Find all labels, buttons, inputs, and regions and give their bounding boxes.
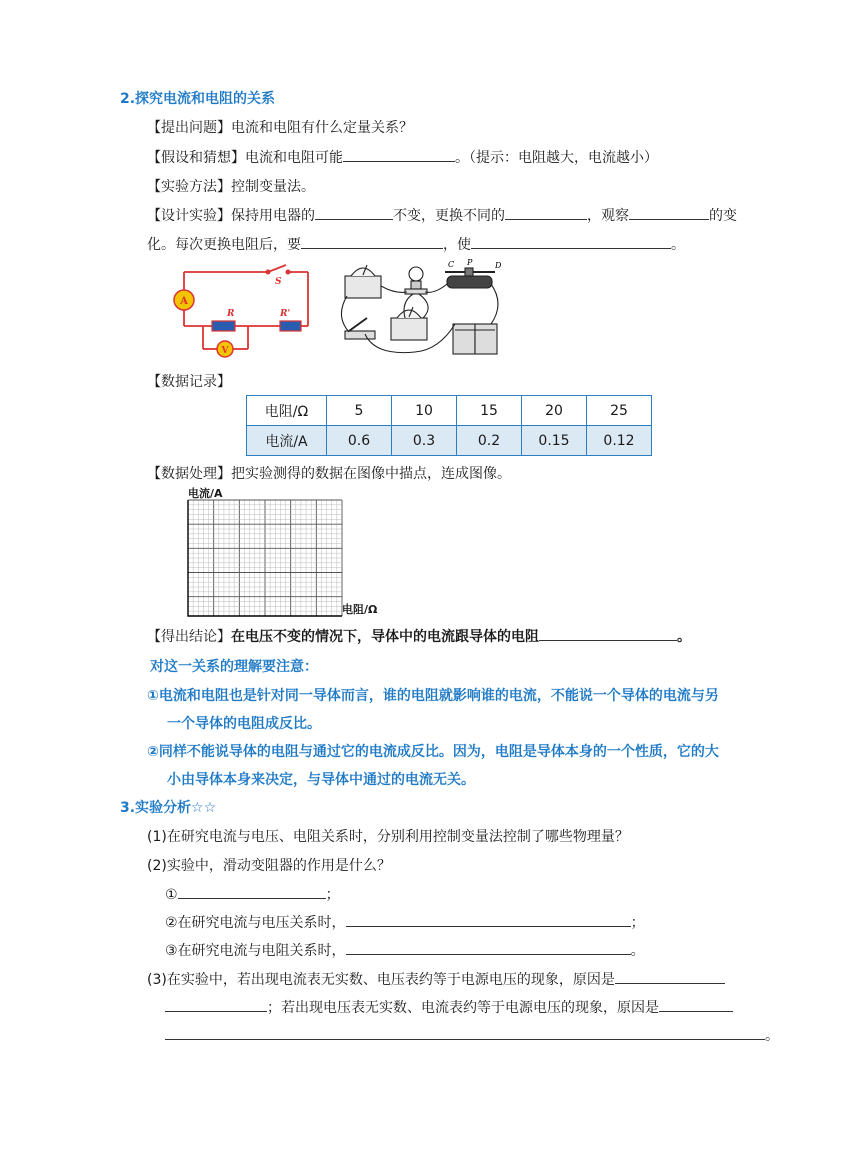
tag-hypothesis: 【假设和猜想】 — [147, 150, 245, 166]
answer-1-label: ① — [165, 887, 178, 903]
blank-q3-1[interactable] — [615, 969, 725, 984]
svg-text:R: R — [227, 309, 235, 319]
analysis-q3-end: 。 — [765, 1028, 779, 1044]
analysis-q3-line3 — [165, 1025, 779, 1045]
blank-design-1[interactable] — [315, 205, 393, 220]
table-cell: 0.2 — [457, 426, 522, 456]
section3-heading: 3.实验分析☆☆ — [120, 800, 217, 816]
method-line — [147, 176, 315, 196]
hypothesis-text: 电流和电阻可能 — [245, 150, 343, 166]
table-cell: 10 — [392, 396, 457, 426]
answer-2 — [165, 912, 645, 932]
tag-design: 【设计实验】 — [147, 208, 231, 224]
design-line-1 — [147, 205, 737, 225]
method-text: 控制变量法。 — [231, 179, 315, 195]
note-2a: ②同样不能说导体的电阻与通过它的电流成反比。因为，电阻是导体本身的一个性质，它的大 — [147, 744, 719, 760]
processing-line — [147, 463, 511, 483]
tag-record: 【数据记录】 — [147, 374, 231, 390]
resistor-icon — [212, 321, 235, 331]
table-cell: 15 — [457, 396, 522, 426]
analysis-q3-line2 — [165, 997, 733, 1017]
design-text-2: 不变，更换不同的 — [393, 208, 505, 224]
design-line-2 — [147, 234, 685, 254]
analysis-q1: (1)在研究电流与电压、电阻关系时，分别利用控制变量法控制了哪些物理量？ — [147, 829, 629, 845]
apparatus-illustration — [335, 256, 510, 361]
hypothesis-hint: 。（提示：电阻越大，电流越小） — [455, 150, 658, 166]
question-text: 电流和电阻有什么定量关系？ — [231, 120, 413, 136]
table-cell: 0.6 — [327, 426, 392, 456]
processing-text: 把实验测得的数据在图像中描点，连成图像。 — [231, 466, 511, 482]
table-cell: 0.3 — [392, 426, 457, 456]
svg-text:R': R' — [280, 309, 291, 319]
design-text-6: ，使 — [443, 237, 471, 253]
graph-ylabel: 电流/A — [188, 487, 223, 500]
blank-design-2[interactable] — [505, 205, 587, 220]
table-row — [247, 426, 652, 456]
svg-text:A: A — [180, 296, 188, 307]
table-cell: 5 — [327, 396, 392, 426]
svg-text:C: C — [448, 260, 455, 269]
table-cell: 25 — [587, 396, 652, 426]
conclusion-text: 在电压不变的情况下，导体中的电流跟导体的电阻 — [231, 629, 539, 645]
note-1b: 一个导体的电阻成反比。 — [167, 716, 321, 732]
answer-3-end: 。 — [630, 943, 645, 959]
svg-text:D: D — [495, 261, 502, 270]
blank-q3-4[interactable] — [165, 1025, 765, 1040]
analysis-q2: (2)实验中，滑动变阻器的作用是什么？ — [147, 858, 391, 874]
blank-design-4[interactable] — [301, 234, 443, 249]
table-cell: 0.12 — [587, 426, 652, 456]
blank-design-3[interactable] — [629, 205, 709, 220]
blank-q3-3[interactable] — [659, 997, 733, 1012]
blank-design-5[interactable] — [471, 234, 671, 249]
section-heading: 2.探究电流和电阻的关系 — [120, 91, 276, 107]
data-table — [246, 395, 652, 456]
question-line — [147, 117, 413, 137]
tag-question: 【提出问题】 — [147, 120, 231, 136]
design-text-7: 。 — [671, 237, 685, 253]
blank-answer-1[interactable] — [178, 884, 326, 899]
design-text-5: 化。每次更换电阻后，要 — [147, 237, 301, 253]
design-text-1: 保持用电器的 — [231, 208, 315, 224]
blank-answer-2[interactable] — [346, 912, 631, 927]
svg-text:V: V — [221, 346, 229, 356]
analysis-q3-text-a: (3)在实验中，若出现电流表无实数、电压表约等于电源电压的现象，原因是 — [147, 972, 615, 988]
note-2b: 小由导体本身来决定，与导体中通过的电流无关。 — [167, 772, 475, 788]
rheostat-icon — [280, 321, 301, 331]
analysis-q3-text-b: ；若出现电压表无实数、电流表约等于电源电压的现象，原因是 — [267, 1000, 659, 1016]
svg-text:S: S — [275, 277, 282, 287]
blank-q3-2[interactable] — [165, 997, 267, 1012]
hypothesis-line — [147, 147, 658, 167]
note-1a: ①电流和电阻也是针对同一导体而言，谁的电阻就影响谁的电流，不能说一个导体的电流与另 — [147, 688, 719, 704]
svg-text:P: P — [467, 258, 473, 267]
analysis-q3-line1 — [147, 969, 725, 989]
table-cell: 电阻/Ω — [247, 396, 327, 426]
answer-1-end: ； — [325, 887, 340, 903]
conclusion-line — [147, 626, 691, 646]
tag-method: 【实验方法】 — [147, 179, 231, 195]
answer-2-end: ； — [630, 915, 645, 931]
design-text-4: 的变 — [709, 208, 737, 224]
table-row — [247, 396, 652, 426]
answer-1 — [165, 884, 340, 904]
note-heading: 对这一关系的理解要注意： — [150, 659, 318, 675]
blank-answer-3[interactable] — [346, 940, 631, 955]
conclusion-end: 。 — [677, 629, 691, 645]
answer-2-label: ②在研究电流与电压关系时， — [165, 915, 346, 931]
blank-graph-grid[interactable] — [186, 498, 346, 620]
answer-3 — [165, 940, 645, 960]
table-cell: 20 — [522, 396, 587, 426]
answer-3-label: ③在研究电流与电阻关系时， — [165, 943, 346, 959]
graph-xlabel: 电阻/Ω — [342, 603, 378, 616]
design-text-3: ，观察 — [587, 208, 629, 224]
tag-conclusion: 【得出结论】 — [147, 629, 231, 645]
blank-hypothesis[interactable] — [343, 147, 455, 162]
circuit-diagram — [170, 262, 315, 362]
blank-conclusion[interactable] — [539, 626, 677, 641]
table-cell: 0.15 — [522, 426, 587, 456]
tag-processing: 【数据处理】 — [147, 466, 231, 482]
table-cell: 电流/A — [247, 426, 327, 456]
